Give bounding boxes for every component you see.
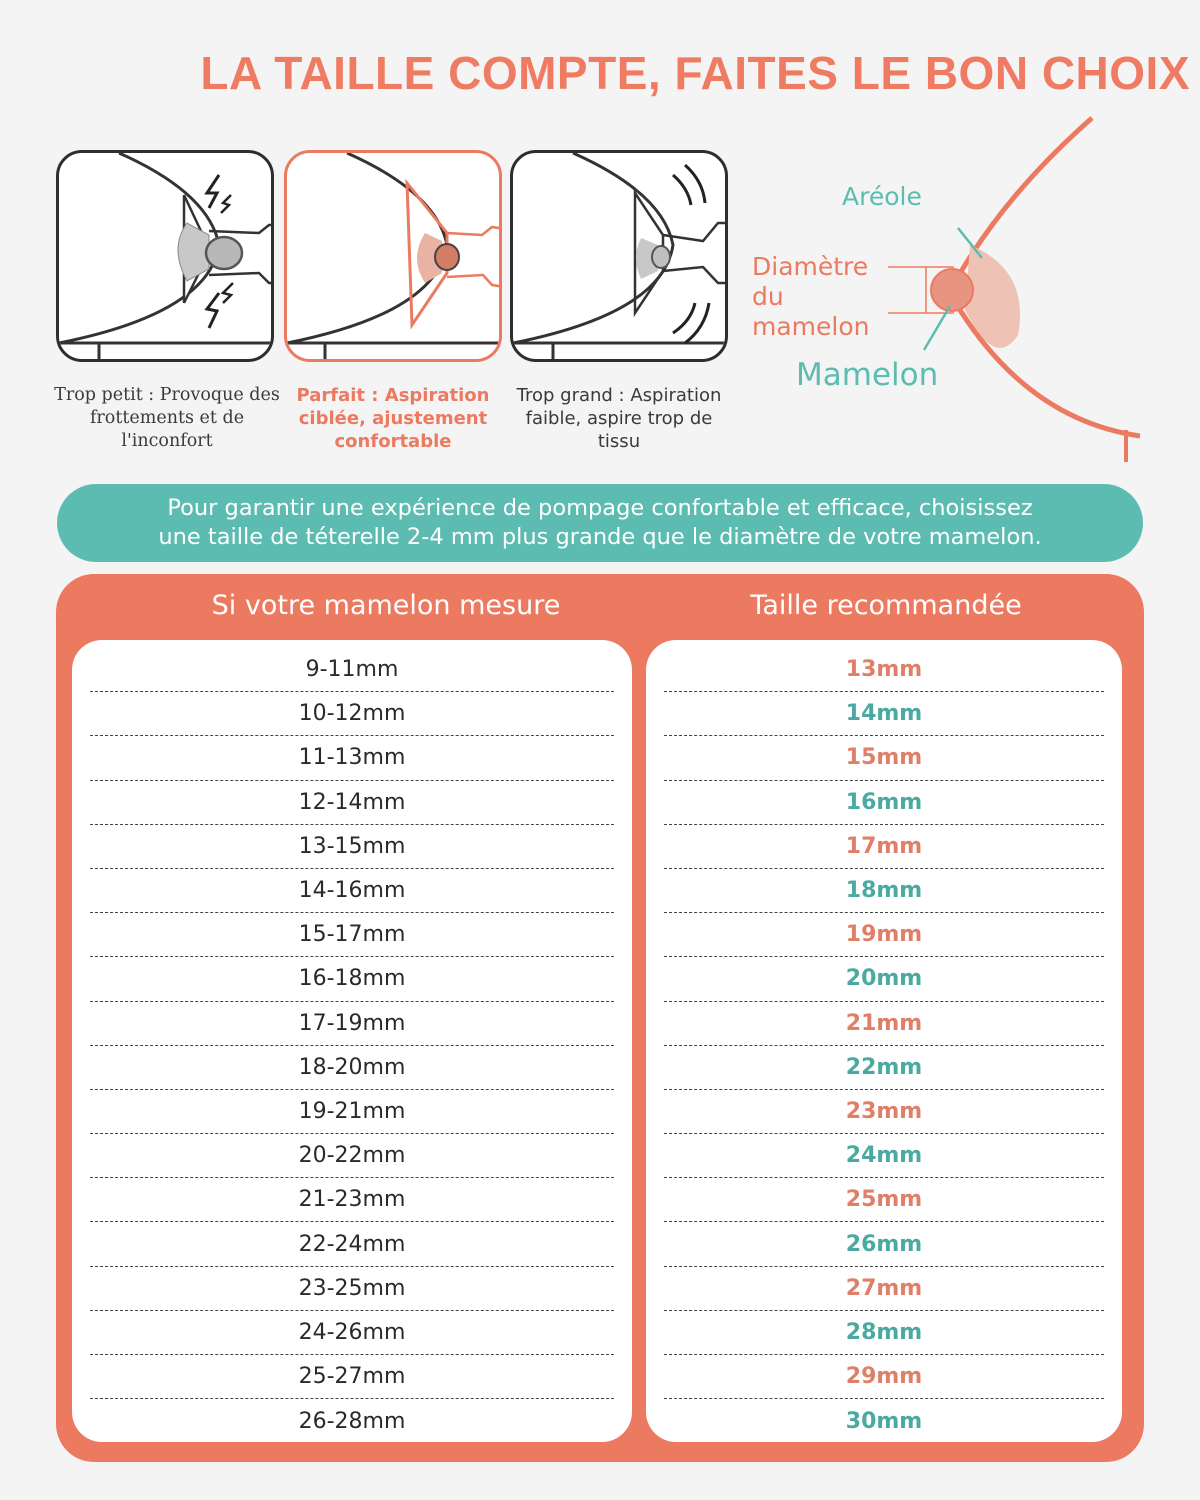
nipple-size-cell: 23-25mm (90, 1267, 614, 1311)
diameter-label-line-2: du (752, 282, 784, 311)
col-header-nipple: Si votre mamelon mesure (211, 590, 561, 621)
nipple-size-cell: 24-26mm (90, 1311, 614, 1355)
recommended-size-cell: 29mm (664, 1355, 1104, 1399)
nipple-size-cell: 26-28mm (298, 1408, 406, 1434)
fit-too-small-caption: Trop petit : Provoque des frottements et de l'inconfort (54, 385, 280, 451)
nipple-size-cell: 19-21mm (90, 1090, 614, 1134)
size-chart-table (56, 574, 1144, 1462)
nipple-size-cell: 11-13mm (90, 736, 614, 780)
nipple-size-cell: 20-22mm (90, 1134, 614, 1178)
recommended-size-column (646, 640, 1122, 1442)
nipple-size-cell: 15-17mm (90, 913, 614, 957)
fit-too-big-caption: Trop grand : Aspiration faible, aspire trop de tissu (516, 385, 722, 452)
recommended-size-cell: 30mm (845, 1408, 923, 1434)
recommended-size-cell: 22mm (664, 1046, 1104, 1090)
diameter-label-line-1: Diamètre (752, 252, 869, 281)
recommended-size-cell: 15mm (664, 736, 1104, 780)
nipple-size-cell: 12-14mm (90, 781, 614, 825)
fit-perfect-illustration (284, 150, 502, 362)
nipple-label: Mamelon (796, 357, 939, 393)
recommended-size-cell: 19mm (664, 913, 1104, 957)
page-title: LA TAILLE COMPTE, FAITES LE BON CHOIX (200, 47, 1190, 99)
fit-perfect-caption: Parfait : Aspiration ciblée, ajustement confortable (296, 385, 490, 452)
nipple-size-cell: 25-27mm (90, 1355, 614, 1399)
recommended-size-cell: 17mm (664, 825, 1104, 869)
recommended-size-cell: 24mm (664, 1134, 1104, 1178)
recommended-size-cell: 18mm (664, 869, 1104, 913)
col-header-recommended: Taille recommandée (750, 590, 1022, 621)
recommended-size-cell: 26mm (664, 1222, 1104, 1266)
nipple-size-cell: 18-20mm (90, 1046, 614, 1090)
fit-too-small-illustration (56, 150, 274, 362)
nipple-size-column (72, 640, 632, 1442)
nipple-size-cell: 13-15mm (90, 825, 614, 869)
recommended-size-cell: 25mm (664, 1178, 1104, 1222)
nipple-size-cell: 22-24mm (90, 1222, 614, 1266)
sizing-advice-banner (57, 484, 1143, 562)
recommended-size-cell: 16mm (664, 781, 1104, 825)
nipple-size-cell: 17-19mm (90, 1002, 614, 1046)
areola-label: Aréole (842, 182, 922, 211)
nipple-size-cell: 10-12mm (90, 692, 614, 736)
diameter-label-line-3: mamelon (752, 312, 870, 341)
nipple-size-cell: 16-18mm (90, 957, 614, 1001)
recommended-size-cell: 14mm (664, 692, 1104, 736)
banner-line-1: Pour garantir une expérience de pompage confortable et efficace, choisissez (167, 495, 1033, 521)
recommended-size-cell: 28mm (664, 1311, 1104, 1355)
nipple-size-cell: 21-23mm (90, 1178, 614, 1222)
banner-line-2: une taille de téterelle 2-4 mm plus grande que le diamètre de votre mamelon. (158, 524, 1042, 550)
recommended-size-cell: 20mm (664, 957, 1104, 1001)
recommended-size-cell: 27mm (664, 1267, 1104, 1311)
nipple-size-cell: 14-16mm (90, 869, 614, 913)
recommended-size-cell: 21mm (664, 1002, 1104, 1046)
fit-too-big-illustration (510, 150, 728, 362)
recommended-size-cell: 23mm (664, 1090, 1104, 1134)
recommended-size-cell: 13mm (664, 648, 1104, 692)
nipple-size-cell: 9-11mm (90, 648, 614, 692)
